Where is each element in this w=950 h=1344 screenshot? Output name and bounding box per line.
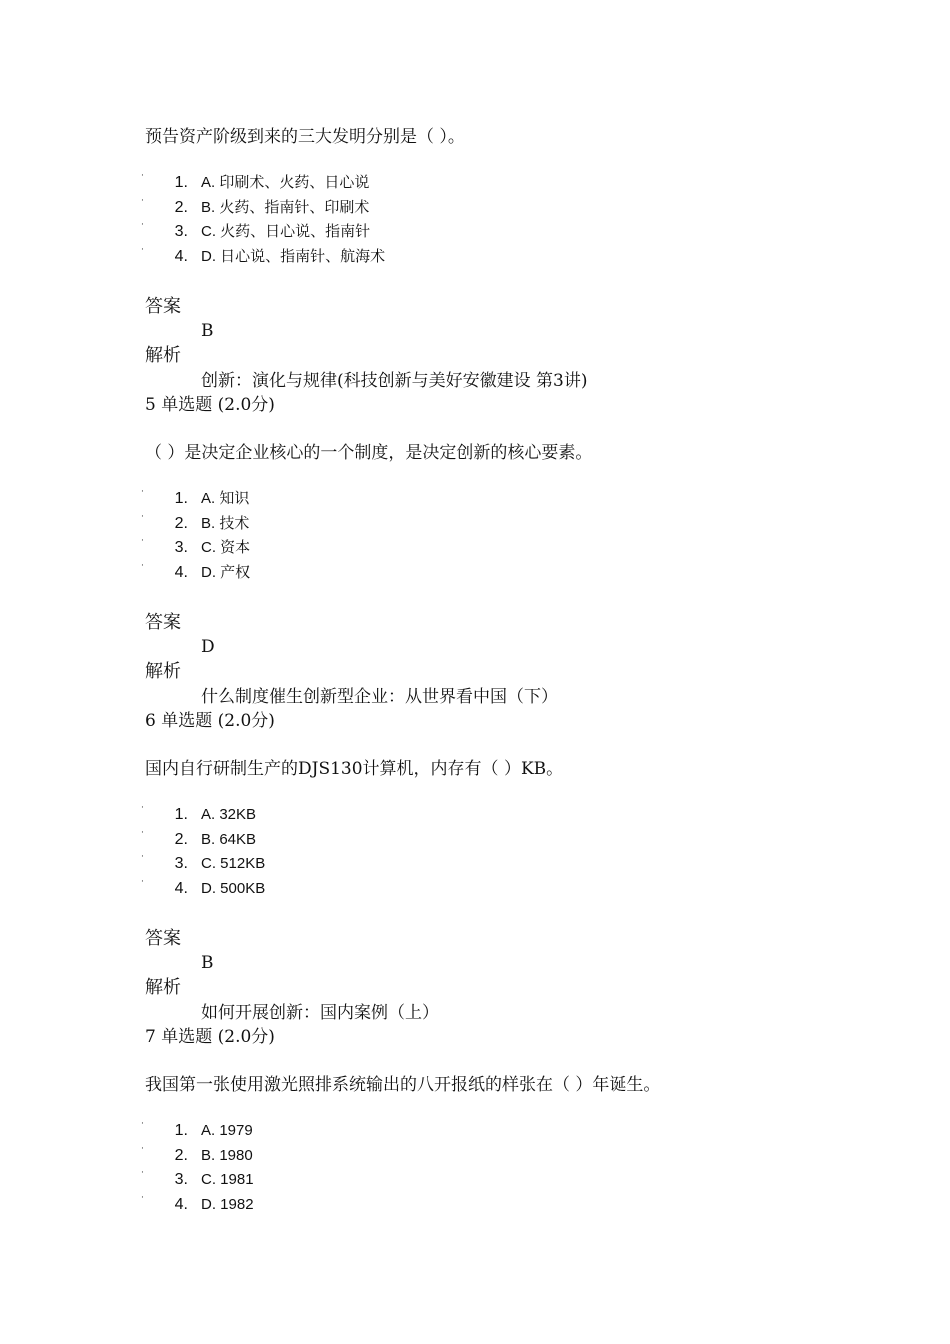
option-item[interactable] (0, 172, 600, 194)
option-text: D. 产权 (201, 564, 251, 581)
bullet-icon: · (141, 803, 144, 813)
bullet-icon: · (141, 245, 144, 255)
option-text: B. 1980 (201, 1147, 253, 1164)
analysis-label: 解析 (145, 345, 181, 366)
option-text: A. 1979 (201, 1122, 253, 1139)
option-text: B. 火药、指南针、印刷术 (201, 199, 370, 216)
bullet-icon: · (141, 1193, 144, 1203)
answer-label: 答案 (145, 296, 181, 317)
option-number: 1. (174, 1122, 188, 1139)
question-text: （ ）是决定企业核心的一个制度，是决定创新的核心要素。 (145, 443, 593, 463)
option-item[interactable] (0, 1145, 600, 1167)
answer-label: 答案 (145, 928, 181, 949)
option-number: 3. (174, 223, 188, 240)
option-number: 4. (174, 1196, 188, 1213)
option-item[interactable] (0, 804, 600, 826)
analysis-label: 解析 (145, 977, 181, 998)
option-number: 4. (174, 564, 188, 581)
option-number: 2. (174, 831, 188, 848)
option-item[interactable] (0, 197, 600, 219)
option-item[interactable] (0, 878, 600, 900)
option-number: 3. (174, 855, 188, 872)
option-text: C. 1981 (201, 1171, 254, 1188)
question-header: 6 单选题 (2.0分) (145, 711, 275, 731)
answer-value: B (201, 321, 214, 341)
option-number: 1. (174, 806, 188, 823)
option-text: A. 印刷术、火药、日心说 (201, 174, 370, 191)
option-number: 2. (174, 199, 188, 216)
option-number: 2. (174, 1147, 188, 1164)
option-number: 1. (174, 174, 188, 191)
option-number: 4. (174, 248, 188, 265)
bullet-icon: · (141, 828, 144, 838)
option-number: 4. (174, 880, 188, 897)
bullet-icon: · (141, 171, 144, 181)
answer-label: 答案 (145, 612, 181, 633)
option-item[interactable] (0, 513, 600, 535)
analysis-label: 解析 (145, 661, 181, 682)
answer-value: B (201, 953, 214, 973)
option-item[interactable] (0, 537, 600, 559)
question-header: 7 单选题 (2.0分) (145, 1027, 275, 1047)
option-text: D. 日心说、指南针、航海术 (201, 248, 386, 265)
option-text: C. 火药、日心说、指南针 (201, 223, 371, 240)
option-item[interactable] (0, 562, 600, 584)
bullet-icon: · (141, 536, 144, 546)
option-text: D. 1982 (201, 1196, 254, 1213)
question-header: 5 单选题 (2.0分) (145, 395, 275, 415)
option-text: C. 512KB (201, 855, 266, 872)
option-number: 1. (174, 490, 188, 507)
question-text: 我国第一张使用激光照排系统输出的八开报纸的样张在（ ）年诞生。 (145, 1075, 661, 1095)
question-text: 预告资产阶级到来的三大发明分别是（ ）。 (145, 127, 465, 147)
option-item[interactable] (0, 1169, 600, 1191)
option-text: B. 技术 (201, 515, 250, 532)
option-number: 3. (174, 539, 188, 556)
bullet-icon: · (141, 1144, 144, 1154)
bullet-icon: · (141, 196, 144, 206)
analysis-text: 创新：演化与规律(科技创新与美好安徽建设 第3讲) (201, 371, 588, 391)
answer-value: D (201, 637, 215, 657)
bullet-icon: · (141, 877, 144, 887)
bullet-icon: · (141, 487, 144, 497)
option-item[interactable] (0, 1120, 600, 1142)
option-item[interactable] (0, 829, 600, 851)
option-item[interactable] (0, 221, 600, 243)
analysis-text: 如何开展创新：国内案例（上） (201, 1003, 439, 1023)
option-text: B. 64KB (201, 831, 257, 848)
option-number: 3. (174, 1171, 188, 1188)
bullet-icon: · (141, 852, 144, 862)
bullet-icon: · (141, 512, 144, 522)
option-number: 2. (174, 515, 188, 532)
option-item[interactable] (0, 1194, 600, 1216)
analysis-text: 什么制度催生创新型企业：从世界看中国（下） (201, 687, 558, 707)
option-text: A. 知识 (201, 490, 250, 507)
option-item[interactable] (0, 246, 600, 268)
bullet-icon: · (141, 1168, 144, 1178)
question-text: 国内自行研制生产的DJS130计算机，内存有（ ）KB。 (145, 759, 564, 779)
option-text: A. 32KB (201, 806, 257, 823)
bullet-icon: · (141, 220, 144, 230)
option-text: D. 500KB (201, 880, 266, 897)
option-text: C. 资本 (201, 539, 251, 556)
bullet-icon: · (141, 561, 144, 571)
option-item[interactable] (0, 488, 600, 510)
bullet-icon: · (141, 1119, 144, 1129)
option-item[interactable] (0, 853, 600, 875)
